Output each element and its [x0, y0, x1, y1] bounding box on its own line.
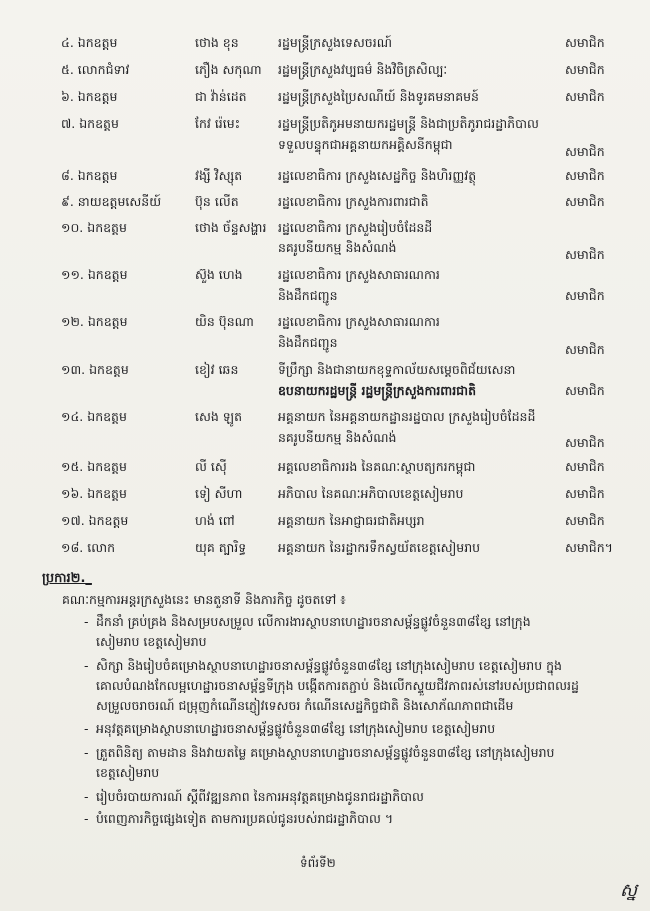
member-name: ទៀ សីហា [195, 486, 243, 501]
list-item: - អនុវត្តគម្រោងស្ថាបនាហេដ្ឋារចនាសម្ព័ន្ធផ្លូវចំនួន៣៨ខ្សែ នៅក្រុងសៀមរាប ខេត្តសៀមរាប [84, 719, 604, 739]
member-name: ថោង ច័ន្ទសង្ហារ [195, 220, 267, 235]
member-position: ទីប្រឹក្សា និងជានាយកខុទ្ទកាល័យសម្តេចពិជ័យសេនា [278, 362, 516, 377]
member-title: ៤. ឯកឧត្តម [61, 35, 118, 50]
page-number: ទំព័រទី២ [300, 856, 336, 870]
member-name: សេង ឡូត [195, 409, 243, 424]
member-position: អគ្គលេខាធិការរង នៃគណៈស្ថាបត្យករកម្ពុជា [278, 459, 476, 474]
member-position: រដ្ឋមន្ត្រីក្រសួងទេសចរណ៍ [278, 35, 392, 50]
member-role: សមាជិក [565, 459, 605, 474]
member-position: រដ្ឋមន្ត្រីក្រសួងវប្បធម៌ និងវិចិត្រសិល្បៈ [278, 62, 448, 77]
bullet-line: បំពេញភារកិច្ចផ្សេងទៀត តាមការប្រគល់ជូនរបស់រាជរដ្ឋាភិបាល ។ [96, 811, 394, 826]
member-title: ១៦. ឯកឧត្តម [61, 486, 127, 501]
member-role: សមាជិក [565, 144, 605, 159]
article-intro: គណៈកម្មការអន្តរក្រសួងនេះ មានតួនាទី និងភារកិច្ច ដូចតទៅ ៖ [62, 592, 346, 607]
list-item: - បំពេញភារកិច្ចផ្សេងទៀត តាមការប្រគល់ជូនរបស់រាជរដ្ឋាភិបាល ។ [84, 809, 604, 829]
member-name: លី ស៊ើ [195, 459, 227, 474]
member-title: ១៤. ឯកឧត្តម [61, 409, 127, 424]
member-title: ៥. លោកជំទាវ [61, 62, 130, 77]
member-position: នគរូបនីយកម្ម និងសំណង់ [278, 240, 397, 255]
list-item: - ត្រួតពិនិត្យ តាមដាន និងវាយតម្លៃ គម្រោងស្ថាបនាហេដ្ឋារចនាសម្ព័ន្ធផ្លូវចំនួន៣៨ខ្សែ នៅក្រុងសៀមរាប ខេត្តសៀមរាប [84, 743, 604, 783]
member-name: ហង់ ពៅ [195, 513, 235, 528]
member-position: នគរូបនីយកម្ម និងសំណង់ [278, 430, 397, 445]
member-position: រដ្ឋមន្ត្រីក្រសួងប្រៃសណីយ៍ និងទូរគមនាគមន៍ [278, 89, 479, 104]
bullet-line: សៀមរាប ខេត្តសៀមរាប [96, 634, 207, 649]
member-position: រដ្ឋលេខាធិការ ក្រសួងសាធារណការ [278, 267, 440, 282]
member-name: កែវ រ៉េមេះ [195, 116, 241, 131]
member-title: ១៣. ឯកឧត្តម [61, 362, 129, 377]
member-role: សមាជិក [565, 435, 605, 450]
initials-mark: ស្ន [620, 880, 638, 901]
member-position: ឧបនាយករដ្ឋមន្ត្រី រដ្ឋមន្ត្រីក្រសួងការពារជាតិ [278, 383, 477, 398]
member-position: អគ្គនាយក នៃអាជ្ញាធរជាតិអប្សរា [278, 513, 425, 528]
member-role: សមាជិក [565, 288, 605, 303]
list-item: - សិក្សា និងរៀបចំគម្រោងស្ថាបនាហេដ្ឋារចនាសម្ព័ន្ធផ្លូវចំនួន៣៨ខ្សែ នៅក្រុងសៀមរាប ខេត្តសៀមរាប ក្នុង គោលបំណងកែលម្អហេដ្ឋារចនាសម្ព័ន្ធទីក្រុង បង្កើតការតភ្ជាប់ និងលើកស្ទួយជីវភាពរស់នៅរបស់ប្រជាពលរដ្ឋ សម្រួលចរាចរណ៍ ជម្រុញកំណើនភ្ញៀវទេសចរ កំណើនសេដ្ឋកិច្ចជាតិ និងសោភ័ណភាពជាដើម [84, 656, 604, 716]
member-position: អគ្គនាយក នៃរដ្ឋាករទឹកស្វយ័តខេត្តសៀមរាប [278, 540, 481, 555]
list-item: - ដឹកនាំ គ្រប់គ្រង និងសម្របសម្រួល លើការងារស្ថាបនាហេដ្ឋារចនាសម្ព័ន្ធផ្លូវចំនួន៣៨ខ្សែ នៅក្រុង សៀមរាប ខេត្តសៀមរាប [84, 612, 604, 652]
bullet-line: រៀបចំរបាយការណ៍ ស្តីពីវឌ្ឍនភាព នៃការអនុវត្តគម្រោងជូនរាជរដ្ឋាភិបាល [96, 789, 424, 804]
member-name: ខៀវ ឆេន [195, 362, 239, 377]
bullet-line: គោលបំណងកែលម្អហេដ្ឋារចនាសម្ព័ន្ធទីក្រុង បង្កើតការតភ្ជាប់ និងលើកស្ទួយជីវភាពរស់នៅរបស់ប្រជាពលរដ្ឋ [96, 678, 579, 693]
member-position: អគ្គនាយក នៃអគ្គនាយកដ្ឋានរដ្ឋបាល ក្រសួងរៀបចំដែនដី [278, 409, 536, 424]
member-role: សមាជិក [565, 342, 605, 357]
member-role: សមាជិក [565, 89, 605, 104]
bullet-line: ខេត្តសៀមរាប [96, 765, 160, 780]
member-position: រដ្ឋលេខាធិការ ក្រសួងសាធារណការ [278, 314, 440, 329]
bullet-line: ដឹកនាំ គ្រប់គ្រង និងសម្របសម្រួល លើការងារស្ថាបនាហេដ្ឋារចនាសម្ព័ន្ធផ្លូវចំនួន៣៨ខ្សែ នៅក្រុង [96, 614, 531, 629]
bullet-line: សម្រួលចរាចរណ៍ ជម្រុញកំណើនភ្ញៀវទេសចរ កំណើនសេដ្ឋកិច្ចជាតិ និងសោភ័ណភាពជាដើម [96, 698, 514, 713]
member-position: អភិបាល នៃគណៈអភិបាលខេត្តសៀមរាប [278, 486, 464, 501]
member-name: ជា វ៉ាន់ដេត [195, 89, 247, 104]
member-name: យិន ប៊ុនណា [195, 314, 254, 329]
member-title: ១២. ឯកឧត្តម [61, 314, 128, 329]
member-position: និងដឹកជញ្ជូន [278, 288, 338, 303]
member-name: ស៊ួង ហេង [195, 267, 243, 282]
member-role: សមាជិក [565, 513, 605, 528]
member-position: រដ្ឋលេខាធិការ ក្រសួងសេដ្ឋកិច្ច និងហិរញ្ញវត្ថុ [278, 168, 477, 183]
member-position: រដ្ឋលេខាធិការ ក្រសួងការពារជាតិ [278, 194, 429, 209]
article-heading: ប្រការ២._ [42, 571, 92, 586]
member-title: ៦. ឯកឧត្តម [61, 89, 118, 104]
member-role: សមាជិក [565, 247, 605, 262]
member-name: វង្សី វិស្សុត [195, 168, 243, 183]
member-role: សមាជិក។ [565, 540, 613, 555]
member-title: ១១. ឯកឧត្តម [61, 267, 128, 282]
member-title: ១៨. លោក [61, 540, 116, 555]
list-item: - រៀបចំរបាយការណ៍ ស្តីពីវឌ្ឍនភាព នៃការអនុវត្តគម្រោងជូនរាជរដ្ឋាភិបាល [84, 787, 604, 807]
bullet-line: ត្រួតពិនិត្យ តាមដាន និងវាយតម្លៃ គម្រោងស្ថាបនាហេដ្ឋារចនាសម្ព័ន្ធផ្លូវចំនួន៣៨ខ្សែ នៅក្រុងសៀមរាប [96, 745, 555, 760]
member-title: ១៥. ឯកឧត្តម [61, 459, 127, 474]
member-name: ថោង ខុន [195, 35, 239, 50]
member-role: សមាជិក [565, 194, 605, 209]
member-role: សមាជិក [565, 486, 605, 501]
member-title: ១០. ឯកឧត្តម [61, 220, 127, 235]
member-name: ប៊ុន លើត [195, 194, 239, 209]
member-title: ១៧. ឯកឧត្តម [61, 513, 129, 528]
member-position: ទទួលបន្ទុកជាអគ្គនាយកអគ្គិសនីកម្ពុជា [278, 137, 453, 152]
member-position: រដ្ឋមន្ត្រីប្រតិភូអមនាយករដ្ឋមន្ត្រី និងជាប្រតិភូរាជរដ្ឋាភិបាល [278, 116, 539, 131]
member-title: ៨. ឯកឧត្តម [61, 168, 118, 183]
member-role: សមាជិក [565, 62, 605, 77]
member-role: សមាជិក [565, 168, 605, 183]
member-name: ភឿង សកុណា [195, 62, 262, 77]
bullet-line: សិក្សា និងរៀបចំគម្រោងស្ថាបនាហេដ្ឋារចនាសម្ព័ន្ធផ្លូវចំនួន៣៨ខ្សែ នៅក្រុងសៀមរាប ខេត្តសៀមរាប ក្នុង [96, 658, 562, 673]
member-name: យុគ ត្បារិទ្ធ [195, 540, 247, 555]
member-position: និងដឹកជញ្ជូន [278, 335, 338, 350]
member-role: សមាជិក [565, 383, 605, 398]
member-title: ៧. ឯកឧត្តម [61, 116, 119, 131]
bullet-line: អនុវត្តគម្រោងស្ថាបនាហេដ្ឋារចនាសម្ព័ន្ធផ្លូវចំនួន៣៨ខ្សែ នៅក្រុងសៀមរាប ខេត្តសៀមរាប [96, 721, 496, 736]
member-position: រដ្ឋលេខាធិការ ក្រសួងរៀបចំដែនដី [278, 220, 433, 235]
member-role: សមាជិក [565, 35, 605, 50]
member-title: ៩. នាយឧត្តមសេនីយ៍ [61, 194, 162, 209]
